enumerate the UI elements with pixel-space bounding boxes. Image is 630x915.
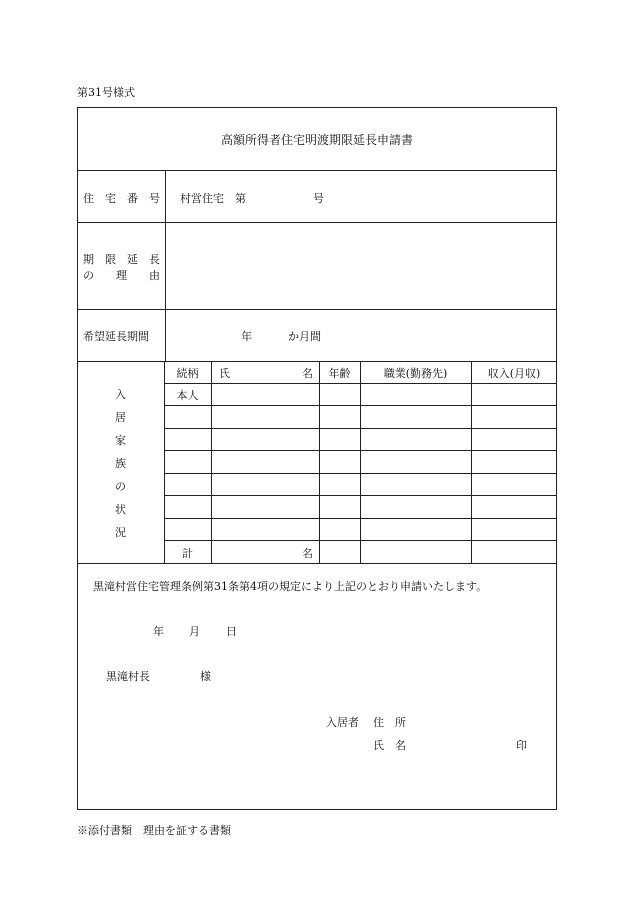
declaration-text: 黒滝村営住宅管理条例第31条第4項の規定により上記のとおり申請いたします。 [93,580,488,593]
applicant-name-label: 氏 名 [373,739,406,752]
addressee-honorific: 様 [200,670,211,683]
divider [164,540,557,541]
divider [77,563,557,564]
housing-number-suffix: 号 [313,192,324,205]
form-number: 第31号様式 [77,86,135,99]
family-side-label-char: 入 [115,388,126,401]
family-side-label-char: 況 [115,526,126,539]
addressee-name: 黒滝村長 [106,670,150,683]
divider [164,450,557,451]
header-name-right: 名 [302,367,313,380]
divider [164,383,557,384]
applicant-role: 入居者 [326,716,359,729]
total-label: 計 [182,547,193,560]
date-year: 年 [153,625,164,638]
divider [164,518,557,519]
seal-mark: 印 [516,739,527,752]
divider [165,170,166,361]
divider [77,361,557,362]
divider [164,473,557,474]
desired-period-label: 希望延長期間 [83,330,149,343]
housing-number-prefix: 村営住宅 第 [180,192,246,205]
family-side-label-char: 家 [115,434,126,447]
divider [319,361,320,563]
housing-number-label: 住 宅 番 号 [83,192,160,205]
attachment-note: ※添付書類 理由を証する書類 [77,824,231,837]
period-year-unit: 年 [241,330,252,343]
header-income: 収入(月収) [487,367,541,380]
header-age: 年齢 [328,367,351,380]
header-relation: 続柄 [176,367,199,380]
total-unit: 名 [302,547,313,560]
header-name-left: 氏 [219,367,230,380]
family-side-label-char: 族 [115,457,126,470]
applicant-address-label: 住 所 [373,716,406,729]
divider [360,361,361,563]
period-month-unit: か月間 [288,330,321,343]
header-occupation: 職業(勤務先) [383,367,448,380]
divider [471,361,472,563]
divider [164,428,557,429]
reason-label-line1: 期 限 延 長 [83,253,160,266]
divider [211,361,212,563]
relation-self: 本人 [176,389,199,402]
divider [77,222,557,223]
date-day: 日 [226,625,237,638]
family-side-label-char: 居 [115,411,126,424]
form-title: 高額所得者住宅明渡期限延長申請書 [220,133,413,147]
divider [77,170,557,171]
application-form [77,107,557,810]
divider [77,309,557,310]
family-side-label-char: の [115,480,126,493]
divider [164,405,557,406]
divider [164,495,557,496]
date-month: 月 [189,625,200,638]
family-side-label-char: 状 [115,503,126,516]
reason-label-line2: の 理 由 [83,269,160,282]
